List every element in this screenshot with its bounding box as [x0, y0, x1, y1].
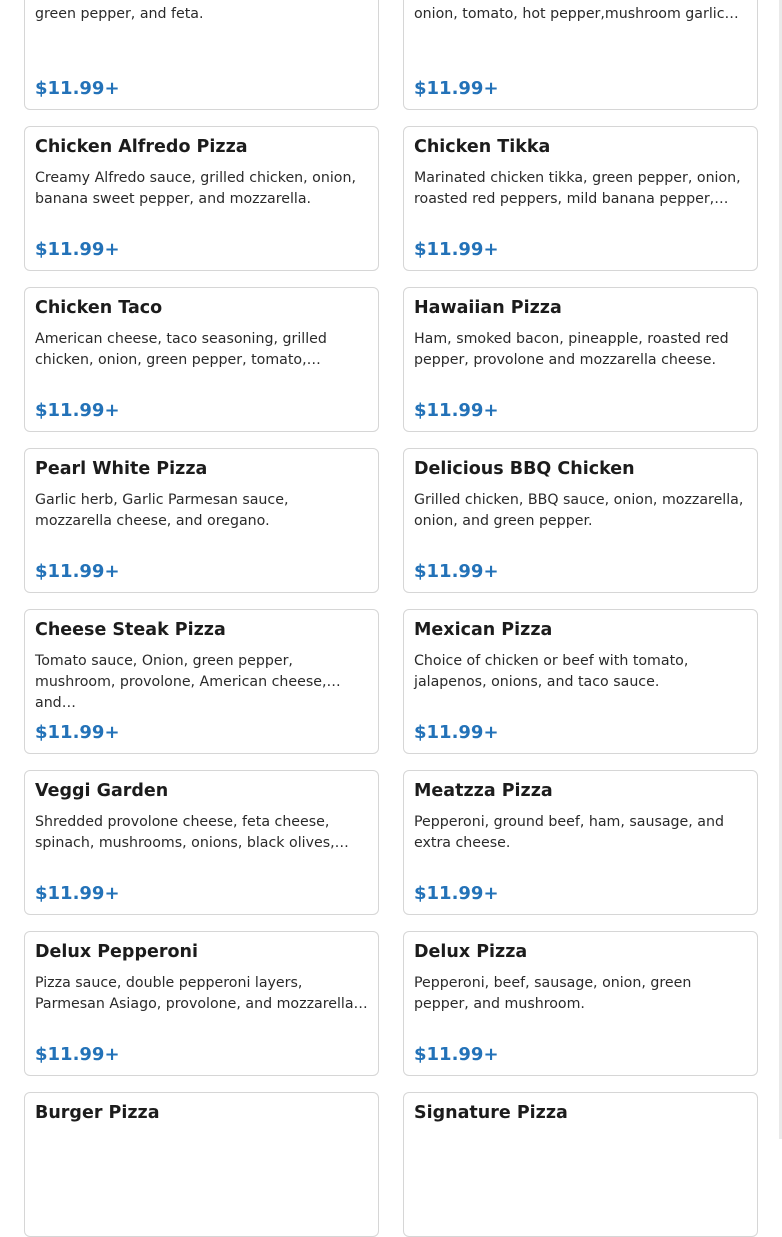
item-description: Garlic herb, Garlic Parmesan sauce, mozzarella cheese, and oregano.: [35, 492, 289, 529]
item-description: Tomato sauce, Onion, green pepper, mushroom, provolone, American cheese, and…: [35, 653, 327, 711]
item-price: $11.99+: [414, 78, 499, 99]
menu-item-card[interactable]: [24, 609, 379, 754]
item-price: $11.99+: [35, 722, 120, 743]
item-price: $11.99+: [414, 722, 499, 743]
item-description: Pepperoni, beef, sausage, onion, green pepper, and mushroom.: [414, 975, 692, 1012]
item-description: onion, tomato, hot pepper,mushroom garlic…: [414, 6, 739, 22]
item-description: [35, 1134, 368, 1176]
item-price: $11.99+: [414, 239, 499, 260]
menu-item-card[interactable]: [403, 287, 758, 432]
menu-item-card[interactable]: [403, 1092, 758, 1237]
menu-item-card[interactable]: [403, 448, 758, 593]
menu-item-card[interactable]: [24, 126, 379, 271]
item-description: Grilled chicken, BBQ sauce, onion, mozzarella, onion, and green pepper.: [414, 492, 744, 529]
item-description: [414, 1134, 747, 1176]
item-description: Pepperoni, ground beef, ham, sausage, and extra cheese.: [414, 814, 724, 851]
menu-item-card[interactable]: [403, 0, 758, 110]
item-title: Burger Pizza: [35, 1103, 160, 1123]
item-title: Meatzza Pizza: [414, 781, 553, 801]
item-title: Mexican Pizza: [414, 620, 553, 640]
menu-item-card[interactable]: [403, 931, 758, 1076]
menu-item-card[interactable]: [403, 770, 758, 915]
menu-item-card[interactable]: [24, 0, 379, 110]
item-title: Chicken Taco: [35, 298, 163, 318]
item-description: Ham, smoked bacon, pineapple, roasted red pepper, provolone and mozzarella cheese.: [414, 331, 729, 368]
item-title: Chicken Tikka: [414, 137, 551, 157]
menu-item-card[interactable]: [24, 931, 379, 1076]
item-description: Choice of chicken or beef with tomato, jalapenos, onions, and taco sauce.: [414, 653, 689, 690]
item-title: Pearl White Pizza: [35, 459, 208, 479]
item-price: $11.99+: [35, 239, 120, 260]
item-price: $11.99+: [414, 561, 499, 582]
item-price: $11.99+: [35, 78, 120, 99]
item-price: $11.99+: [35, 883, 120, 904]
item-description: American cheese, taco seasoning, grilled chicken, onion, green pepper, tomato,…: [35, 331, 327, 368]
item-price: $11.99+: [414, 883, 499, 904]
item-description: Shredded provolone cheese, feta cheese, spinach, mushrooms, onions, black olives,…: [35, 814, 349, 851]
menu-item-card[interactable]: [403, 126, 758, 271]
item-title: Delux Pizza: [414, 942, 528, 962]
menu-item-card[interactable]: [403, 609, 758, 754]
item-price: $11.99+: [414, 1044, 499, 1065]
menu-item-card[interactable]: [24, 448, 379, 593]
item-price: $11.99+: [35, 1044, 120, 1065]
item-title: Veggi Garden: [35, 781, 169, 801]
item-description: Marinated chicken tikka, green pepper, onion, roasted red peppers, mild banana pepper,…: [414, 170, 741, 207]
item-title: Delicious BBQ Chicken: [414, 459, 635, 479]
item-description: Pizza sauce, double pepperoni layers, Parmesan Asiago, provolone, and mozzarella…: [35, 975, 368, 1012]
menu-item-card[interactable]: [24, 1092, 379, 1237]
menu-item-card[interactable]: [24, 770, 379, 915]
item-description: Creamy Alfredo sauce, grilled chicken, onion, banana sweet pepper, and mozzarella.: [35, 170, 356, 207]
item-price: $11.99+: [414, 400, 499, 421]
item-title: Chicken Alfredo Pizza: [35, 137, 248, 157]
item-price: $11.99+: [35, 400, 120, 421]
menu-grid: [24, 0, 758, 1237]
menu-item-card[interactable]: [24, 287, 379, 432]
item-title: Delux Pepperoni: [35, 942, 198, 962]
item-title: Signature Pizza: [414, 1103, 568, 1123]
item-description: green pepper, and feta.: [35, 6, 204, 22]
item-title: Cheese Steak Pizza: [35, 620, 226, 640]
item-title: Hawaiian Pizza: [414, 298, 562, 318]
item-price: $11.99+: [35, 561, 120, 582]
